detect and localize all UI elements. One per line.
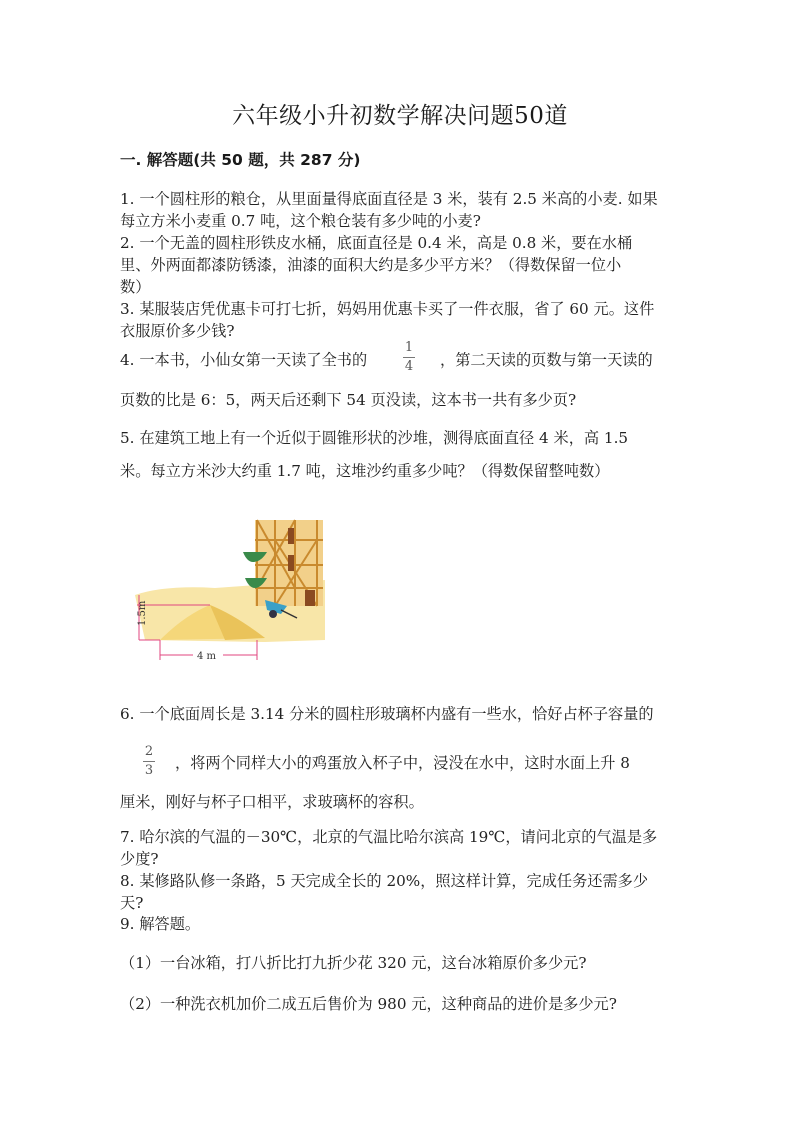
page-title: 六年级小升初数学解决问题50道 <box>232 103 568 129</box>
q3-line2: 衣服原价多少钱? <box>120 322 235 340</box>
sand-pile-figure <box>125 510 335 665</box>
q6-fraction <box>143 745 155 778</box>
q2-line2: 里、外两面都漆防锈漆，油漆的面积大约是多少平方米？（得数保留一位小 <box>120 256 622 274</box>
q9-sub2: （2）一种洗衣机加价二成五后售价为 980 元，这种商品的进价是多少元? <box>120 995 617 1013</box>
q5-line2: 米。每立方米沙大约重 1.7 吨，这堆沙约重多少吨？（得数保留整吨数） <box>120 462 610 480</box>
q8-line2: 天? <box>120 894 144 912</box>
fraction-bar <box>403 357 415 358</box>
fraction-numerator: 1 <box>404 340 414 355</box>
q4-line2: 页数的比是 6：5，两天后还剩下 54 页没读，这本书一共有多少页? <box>120 391 577 409</box>
q8-line1: 8. 某修路队修一条路，5 天完成全长的 20%，照这样计算，完成任务还需多少 <box>120 872 649 890</box>
height-label: 1.5m <box>137 600 148 626</box>
q9-sub1: （1）一台冰箱，打八折比打九折少花 320 元，这台冰箱原价多少元? <box>120 954 587 972</box>
fraction-numerator: 2 <box>144 744 154 759</box>
q7-line1: 7. 哈尔滨的气温的－30℃，北京的气温比哈尔滨高 19℃，请问北京的气温是多 <box>120 828 658 846</box>
q3-line1: 3. 某服装店凭优惠卡可打七折，妈妈用优惠卡买了一件衣服，省了 60 元。这件 <box>120 300 655 318</box>
q4-fraction <box>403 341 415 374</box>
fraction-bar <box>143 761 155 762</box>
width-label: 4 m <box>197 651 217 662</box>
fraction-denominator: 4 <box>404 359 414 374</box>
construction-site-illustration <box>125 510 335 665</box>
q1-line2: 每立方米小麦重 0.7 吨，这个粮仓装有多少吨的小麦? <box>120 212 481 230</box>
q1-line1: 1. 一个圆柱形的粮仓，从里面量得底面直径是 3 米，装有 2.5 米高的小麦. 如果 <box>120 190 658 208</box>
q6-line2: ，将两个同样大小的鸡蛋放入杯子中，浸没在水中，这时水面上升 8 <box>175 754 630 772</box>
q4-part2: ，第二天读的页数与第一天读的 <box>440 351 653 369</box>
q5-line1: 5. 在建筑工地上有一个近似于圆锥形状的沙堆，测得底面直径 4 米，高 1.5 <box>120 429 629 447</box>
q6-line3: 厘米，刚好与杯子口相平，求玻璃杯的容积。 <box>120 793 424 811</box>
fraction-denominator: 3 <box>144 763 154 778</box>
q7-line2: 少度? <box>120 850 159 868</box>
section-heading: 一. 解答题(共 50 题，共 287 分) <box>120 151 361 169</box>
q4-part1: 4. 一本书，小仙女第一天读了全书的 <box>120 351 368 369</box>
q2-line3: 数） <box>120 278 151 296</box>
q2-line1: 2. 一个无盖的圆柱形铁皮水桶，底面直径是 0.4 米，高是 0.8 米，要在水桶 <box>120 234 633 252</box>
q9-title: 9. 解答题。 <box>120 915 201 933</box>
q6-line1: 6. 一个底面周长是 3.14 分米的圆柱形玻璃杯内盛有一些水，恰好占杯子容量的 <box>120 705 654 723</box>
